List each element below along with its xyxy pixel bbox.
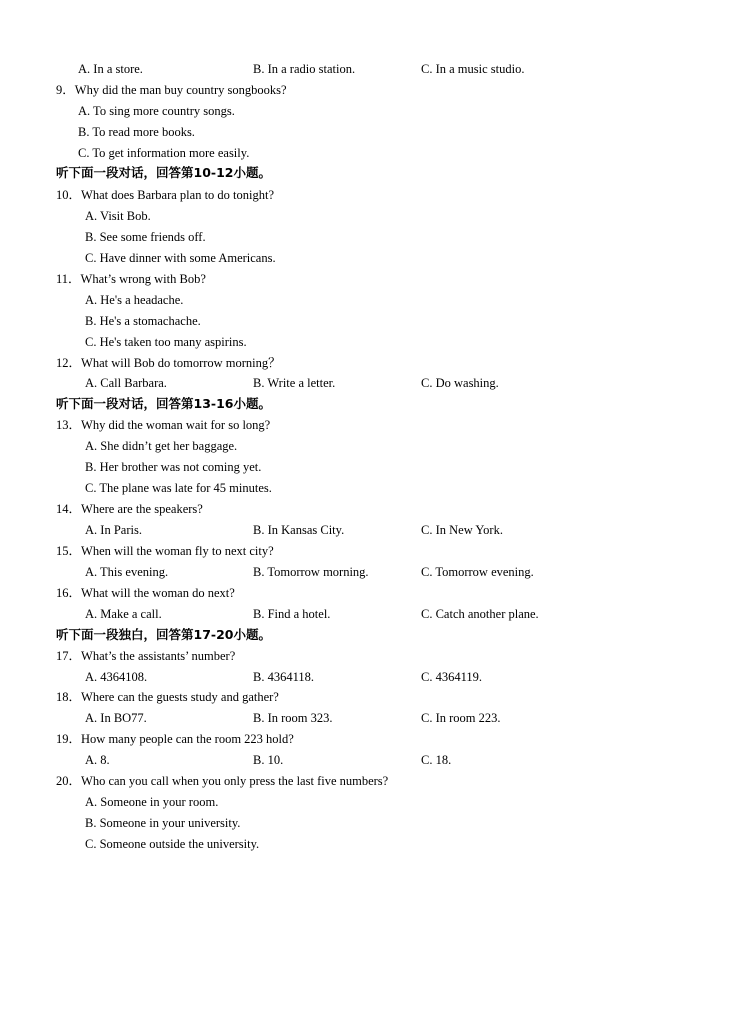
q15-options	[0, 564, 737, 580]
option-b: B. Find a hotel.	[253, 607, 331, 621]
option-c: C. Tomorrow evening.	[421, 565, 534, 579]
q9-option-b: B. To read more books.	[78, 125, 195, 139]
q16-options	[0, 606, 737, 622]
option-b: B. In a radio station.	[253, 62, 356, 76]
q20-option-b: B. Someone in your university.	[85, 816, 241, 830]
question-14	[56, 501, 203, 517]
question-text: When will the woman fly to next city?	[81, 544, 274, 558]
q10-option-c: C. Have dinner with some Americans.	[85, 251, 276, 265]
question-number: 20．	[56, 774, 82, 788]
question-number: 9．	[56, 83, 75, 97]
question-number: 18．	[56, 690, 82, 704]
question-12	[56, 355, 281, 371]
q9-option-c: C. To get information more easily.	[78, 146, 250, 160]
option-a: A. 4364108.	[85, 670, 148, 684]
question-9	[56, 82, 287, 98]
question-8-options	[0, 61, 737, 77]
option-a: A. Call Barbara.	[85, 376, 167, 390]
q12-options	[0, 375, 737, 391]
question-text: What will the woman do next?	[81, 586, 235, 600]
q20-option-a: A. Someone in your room.	[85, 795, 219, 809]
option-b: B. In Kansas City.	[253, 523, 345, 537]
section-heading-3: 听下面一段独白，回答第17-20小题。	[56, 627, 271, 642]
q11-option-a: A. He's a headache.	[85, 293, 184, 307]
question-text: What does Barbara plan to do tonight?	[81, 188, 275, 202]
q18-options	[0, 710, 737, 726]
question-text: Where are the speakers?	[81, 502, 203, 516]
option-a: A. In Paris.	[85, 523, 142, 537]
question-20	[56, 773, 388, 789]
option-c: C. 18.	[421, 753, 452, 767]
option-a: A. 8.	[85, 753, 110, 767]
option-b: B. 10.	[253, 753, 284, 767]
question-number: 16．	[56, 586, 82, 600]
question-19	[56, 731, 294, 747]
option-b: B. Tomorrow morning.	[253, 565, 369, 579]
question-text: Who can you call when you only press the last five numbers?	[81, 774, 389, 788]
option-c: C. In a music studio.	[421, 62, 525, 76]
question-text: What will Bob do tomorrow morning？	[81, 356, 281, 370]
option-a: A. In a store.	[78, 62, 143, 76]
question-number: 11．	[56, 272, 81, 286]
option-c: C. Do washing.	[421, 376, 499, 390]
option-c: C. 4364119.	[421, 670, 482, 684]
q11-option-b: B. He's a stomachache.	[85, 314, 201, 328]
question-number: 14．	[56, 502, 82, 516]
question-number: 17．	[56, 649, 82, 663]
q19-options	[0, 752, 737, 768]
option-b: B. In room 323.	[253, 711, 333, 725]
section-heading-1: 听下面一段对话，回答第10-12小题。	[56, 165, 271, 180]
q10-option-b: B. See some friends off.	[85, 230, 206, 244]
q13-option-a: A. She didn’t get her baggage.	[85, 439, 238, 453]
question-17	[56, 648, 235, 664]
question-18	[56, 689, 279, 705]
q9-option-a: A. To sing more country songs.	[78, 104, 235, 118]
question-16	[56, 585, 235, 601]
option-a: A. In BO77.	[85, 711, 147, 725]
option-c: C. In room 223.	[421, 711, 501, 725]
q17-options	[0, 669, 737, 685]
option-c: C. In New York.	[421, 523, 503, 537]
question-text: Why did the man buy country songbooks?	[74, 83, 287, 97]
q13-option-c: C. The plane was late for 45 minutes.	[85, 481, 272, 495]
question-15	[56, 543, 274, 559]
question-text: What’s the assistants’ number?	[81, 649, 236, 663]
q10-option-a: A. Visit Bob.	[85, 209, 151, 223]
question-number: 19．	[56, 732, 82, 746]
question-number: 15．	[56, 544, 82, 558]
question-number: 10．	[56, 188, 82, 202]
option-a: A. Make a call.	[85, 607, 162, 621]
question-13	[56, 417, 270, 433]
option-c: C. Catch another plane.	[421, 607, 539, 621]
question-10	[56, 187, 274, 203]
q14-options	[0, 522, 737, 538]
question-number: 13．	[56, 418, 82, 432]
question-text: Why did the woman wait for so long?	[81, 418, 271, 432]
option-a: A. This evening.	[85, 565, 169, 579]
q13-option-b: B. Her brother was not coming yet.	[85, 460, 262, 474]
question-number: 12．	[56, 356, 82, 370]
option-b: B. Write a letter.	[253, 376, 336, 390]
q20-option-c: C. Someone outside the university.	[85, 837, 260, 851]
question-11	[56, 271, 206, 287]
question-text: How many people can the room 223 hold?	[81, 732, 294, 746]
option-b: B. 4364118.	[253, 670, 314, 684]
q11-option-c: C. He's taken too many aspirins.	[85, 335, 247, 349]
question-text: What’s wrong with Bob?	[80, 272, 206, 286]
section-heading-2: 听下面一段对话，回答第13-16小题。	[56, 396, 271, 411]
question-text: Where can the guests study and gather?	[81, 690, 279, 704]
